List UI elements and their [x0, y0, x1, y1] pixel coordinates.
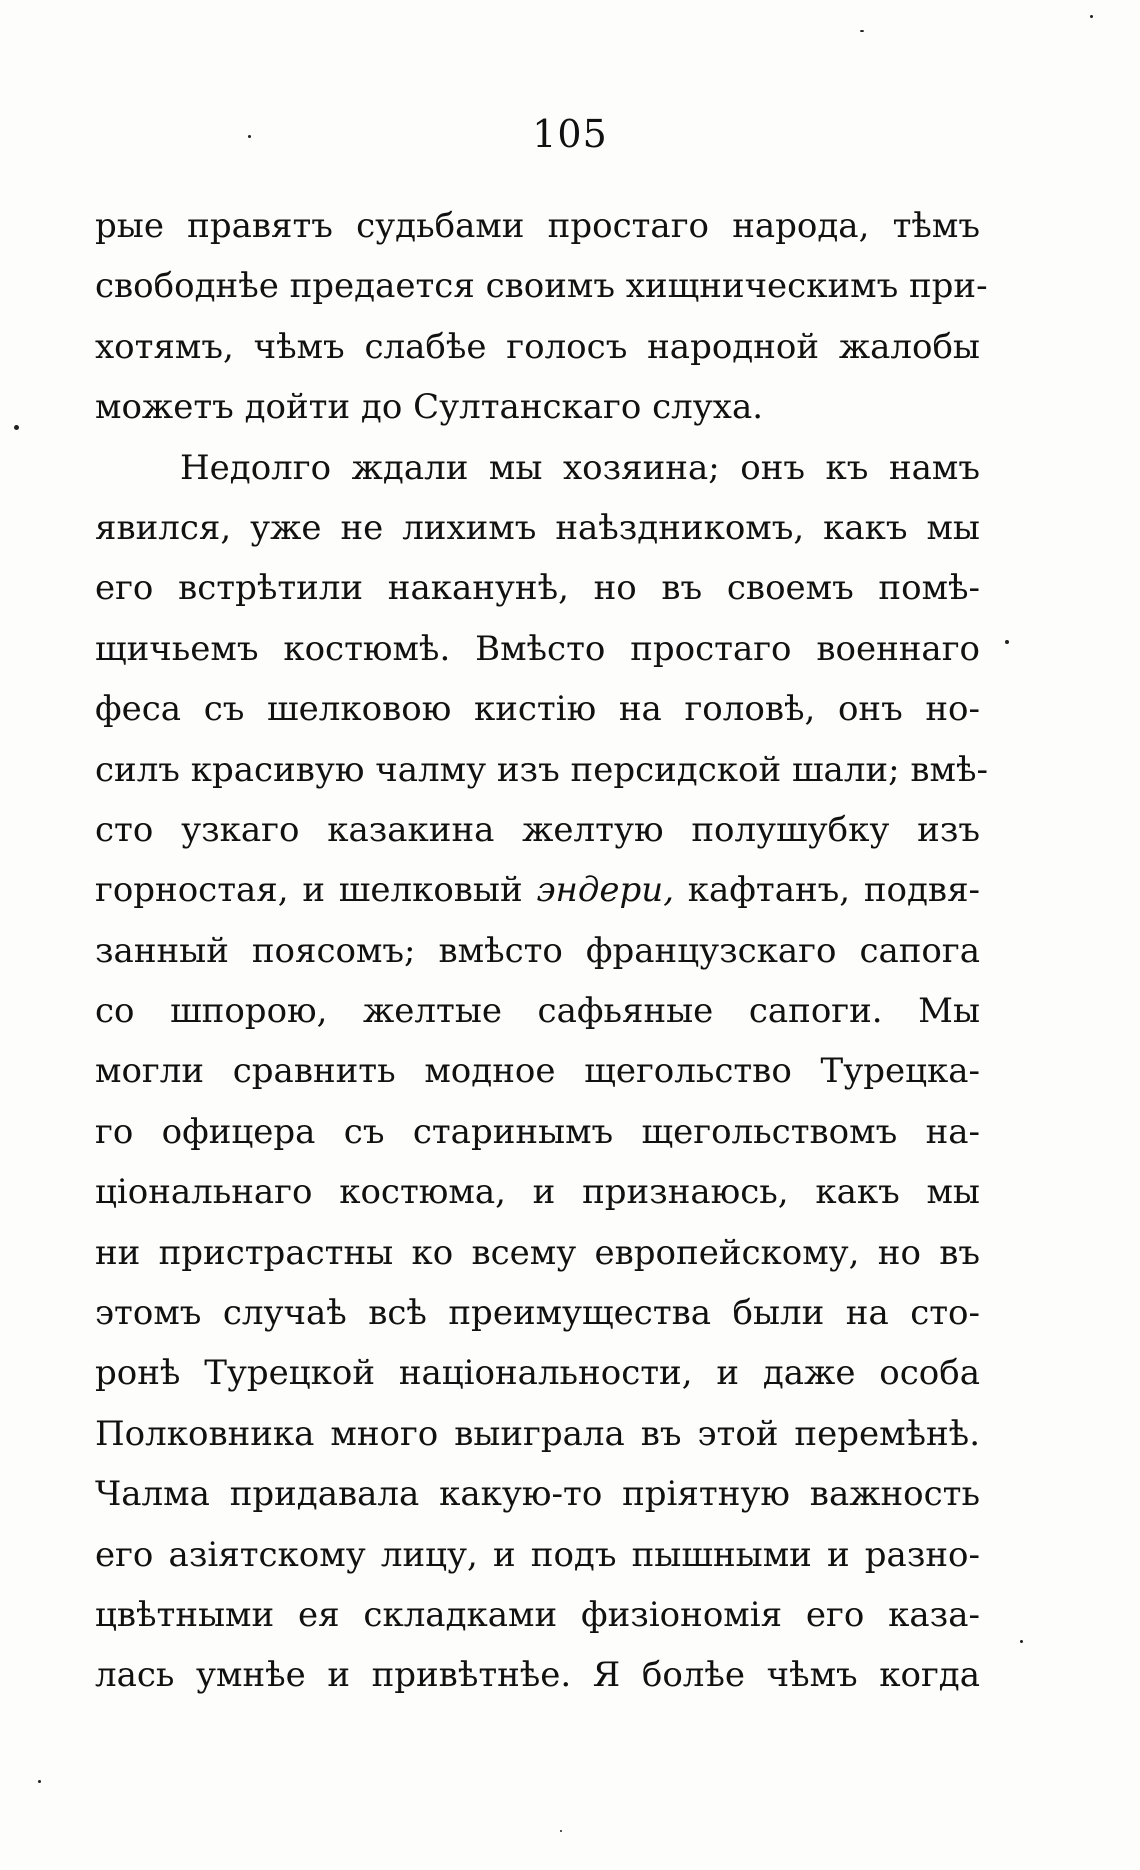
text-line: можетъ дойти до Султанскаго слуха. — [95, 387, 764, 428]
text-line: свободнѣе предается своимъ хищническимъ при- — [95, 266, 988, 307]
text-line: Недолго ждали мы хозяина; онъ къ намъ — [180, 447, 980, 488]
scan-speck — [860, 30, 864, 32]
text-line: ронѣ Турецкой національности, и даже особа — [95, 1353, 980, 1394]
scan-speck — [1020, 1640, 1023, 1643]
text-line: сто узкаго казакина желтую полушубку изъ — [95, 809, 980, 850]
text-line: со шпорою, желтые сафьяные сапоги. Мы — [95, 991, 980, 1032]
text-line: ни пристрастны ко всему европейскому, но въ — [95, 1232, 980, 1273]
scan-speck — [560, 1830, 562, 1832]
body-text — [95, 196, 988, 1706]
text-line: его азіятскому лицу, и подъ пышными и разно- — [95, 1534, 980, 1575]
text-line: Полковника много выиграла въ этой перемѣнѣ. — [95, 1413, 980, 1454]
text-segment: горностая, и шелковый — [95, 870, 523, 911]
text-line: ціональнаго костюма, и признаюсь, какъ мы — [95, 1172, 980, 1213]
text-line: его встрѣтили наканунѣ, но въ своемъ помѣ- — [95, 568, 980, 609]
text-line: щичьемъ костюмѣ. Вмѣсто простаго военнаго — [95, 628, 980, 669]
scan-speck — [248, 135, 251, 138]
text-line: го офицера съ старинымъ щегольствомъ на- — [95, 1111, 980, 1152]
text-line: занный поясомъ; вмѣсто французскаго сапога — [95, 930, 980, 971]
text-line: могли сравнить модное щегольство Турецка- — [95, 1051, 980, 1092]
text-segment: кафтанъ, подвя- — [687, 870, 981, 911]
scan-speck — [38, 1780, 41, 1783]
text-line: цвѣтными ея складками физіономія его казa- — [95, 1594, 980, 1635]
text-line: хотямъ, чѣмъ слабѣе голосъ народной жалобы — [95, 326, 980, 367]
text-line-with-italic — [95, 860, 980, 920]
scan-speck — [1005, 640, 1009, 644]
page-number: 105 — [532, 112, 608, 156]
text-line: Чалма придавала какую-то пріятную важность — [95, 1474, 980, 1515]
scan-speck — [1090, 15, 1093, 18]
text-line: этомъ случаѣ всѣ преимущества были на сто- — [95, 1293, 980, 1334]
text-line: лась умнѣе и привѣтнѣе. Я болѣе чѣмъ когда — [95, 1655, 980, 1696]
italic-word: эндери, — [536, 870, 675, 911]
scan-speck — [14, 425, 19, 430]
text-line: рые правятъ судьбами простаго народа, тѣмъ — [95, 206, 980, 246]
text-line: силъ красивую чалму изъ персидской шали; вмѣ- — [95, 749, 988, 790]
text-line: явился, уже не лихимъ наѣздникомъ, какъ мы — [95, 507, 980, 548]
text-line: феса съ шелковою кистію на головѣ, онъ но- — [95, 689, 980, 730]
